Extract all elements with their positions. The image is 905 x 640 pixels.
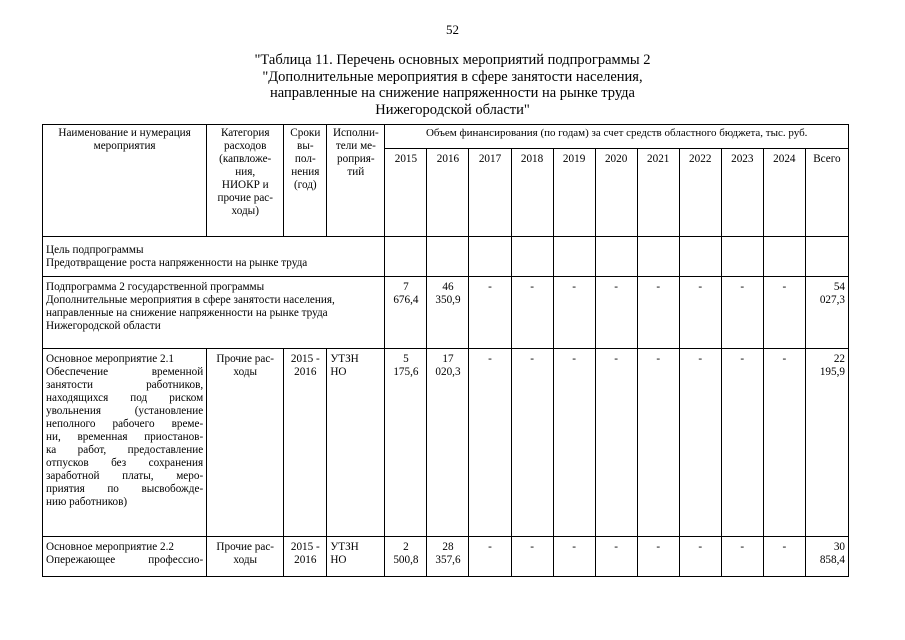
year-2017: 2017 — [469, 149, 511, 237]
value-part: 858,4 — [819, 554, 845, 566]
value-2015 — [385, 349, 427, 537]
value-part: 350,9 — [435, 294, 461, 306]
activity-term — [284, 537, 327, 577]
category-line: ходы — [233, 366, 258, 378]
value-part: 676,4 — [393, 294, 419, 306]
value-2024: - — [763, 537, 805, 577]
term-line: 2016 — [294, 554, 317, 566]
value-2016 — [427, 277, 469, 349]
value-part: 17 — [442, 353, 454, 365]
activity-line: Обеспечение временной — [46, 366, 204, 378]
header-line: (капвложе- — [219, 153, 272, 165]
empty-cell — [511, 237, 553, 277]
executor-line: НО — [330, 554, 347, 566]
subprogram-line: Нижегородской области — [46, 320, 161, 332]
subprogram-line: направленные на снижение напряженности на рынке труда — [46, 307, 328, 319]
year-2024: 2024 — [763, 149, 805, 237]
activity-category — [207, 349, 284, 537]
value-part: 28 — [442, 541, 454, 553]
value-2022: - — [679, 537, 721, 577]
year-2018: 2018 — [511, 149, 553, 237]
activity-line: отпусков без сохранения — [46, 457, 204, 469]
title-line: "Таблица 11. Перечень основных мероприятий подпрограммы 2 — [254, 52, 651, 68]
value-total — [805, 349, 848, 537]
empty-cell — [721, 237, 763, 277]
header-line: Сроки — [290, 127, 321, 139]
header-line: Категория — [220, 127, 270, 139]
year-2020: 2020 — [595, 149, 637, 237]
value-2021: - — [637, 277, 679, 349]
header-line: тий — [347, 166, 365, 178]
subprogram-line: Дополнительные мероприятия в сфере занятости населения, — [46, 294, 335, 306]
activity-executor — [327, 349, 385, 537]
activity-line: увольнения (установление — [46, 405, 204, 417]
empty-cell — [553, 237, 595, 277]
header-line: прочие рас- — [217, 192, 273, 204]
value-2023: - — [721, 349, 763, 537]
empty-cell — [385, 237, 427, 277]
activity-line: находящихся под риском — [46, 392, 204, 404]
value-2015 — [385, 537, 427, 577]
category-line: Прочие рас- — [216, 541, 275, 553]
header-category — [207, 125, 284, 237]
value-2020: - — [595, 537, 637, 577]
activity-executor — [327, 537, 385, 577]
value-part: 175,6 — [393, 366, 419, 378]
header-line: расходов — [224, 140, 267, 152]
activity-line: Основное мероприятие 2.2 — [46, 541, 174, 553]
activity-term — [284, 349, 327, 537]
subprogram-cell — [43, 277, 385, 349]
value-2016 — [427, 537, 469, 577]
value-2024: - — [763, 349, 805, 537]
header-line: Исполни- — [332, 127, 379, 139]
value-part: 46 — [442, 281, 454, 293]
empty-cell — [763, 237, 805, 277]
goal-cell — [43, 237, 385, 277]
value-total — [805, 277, 848, 349]
term-line: 2015 - — [290, 541, 320, 553]
year-2019: 2019 — [553, 149, 595, 237]
activity-name — [43, 349, 207, 537]
activity-name — [43, 537, 207, 577]
empty-cell — [469, 237, 511, 277]
value-2018: - — [511, 277, 553, 349]
executor-line: НО — [330, 366, 347, 378]
term-line: 2015 - — [290, 353, 320, 365]
activity-line: занятости работников, — [46, 379, 204, 391]
value-2018: - — [511, 537, 553, 577]
value-part: 2 — [403, 541, 409, 553]
empty-cell — [805, 237, 848, 277]
empty-cell — [595, 237, 637, 277]
value-part: 30 — [833, 541, 845, 553]
value-2015 — [385, 277, 427, 349]
header-line: нения — [291, 166, 320, 178]
title-line: направленные на снижение напряженности на рынке труда — [270, 85, 635, 101]
subprogram-row — [43, 277, 849, 349]
year-total: Всего — [805, 149, 848, 237]
value-2024: - — [763, 277, 805, 349]
activity-row — [43, 537, 849, 577]
empty-cell — [679, 237, 721, 277]
value-part: 5 — [403, 353, 409, 365]
table-title — [0, 52, 905, 118]
value-part: 357,6 — [435, 554, 461, 566]
value-2018: - — [511, 349, 553, 537]
category-line: ходы — [233, 554, 258, 566]
value-total — [805, 537, 848, 577]
goal-row — [43, 237, 849, 277]
value-part: 54 — [833, 281, 845, 293]
header-line: мероприятия — [93, 140, 156, 152]
value-part: 027,3 — [819, 294, 845, 306]
activity-line: приятия по высвобожде- — [46, 483, 204, 495]
activity-line: нию работников) — [46, 496, 128, 508]
page-number: 52 — [446, 22, 459, 37]
header-line: роприя- — [337, 153, 375, 165]
value-part: 22 — [833, 353, 845, 365]
year-2023: 2023 — [721, 149, 763, 237]
goal-line: Цель подпрограммы — [46, 243, 144, 256]
activity-line: неполного рабочего време- — [46, 418, 204, 430]
value-2020: - — [595, 349, 637, 537]
header-financing: Объем финансирования (по годам) за счет средств областного бюджета, тыс. руб. — [385, 125, 849, 149]
value-2017: - — [469, 349, 511, 537]
activity-line: Основное мероприятие 2.1 — [46, 353, 174, 365]
value-2016 — [427, 349, 469, 537]
value-2017: - — [469, 537, 511, 577]
value-2023: - — [721, 277, 763, 349]
header-line: ходы) — [231, 205, 259, 217]
value-2017: - — [469, 277, 511, 349]
category-line: Прочие рас- — [216, 353, 275, 365]
header-executors — [327, 125, 385, 237]
executor-line: УТЗН — [330, 353, 359, 365]
value-part: 500,8 — [393, 554, 419, 566]
value-2021: - — [637, 349, 679, 537]
activity-line: Опережающее профессио- — [46, 554, 204, 566]
title-line: "Дополнительные мероприятия в сфере занятости населения, — [262, 68, 643, 85]
executor-line: УТЗН — [330, 541, 359, 553]
header-line: ния, — [235, 166, 256, 178]
activities-table — [42, 124, 849, 577]
header-term — [284, 125, 327, 237]
header-line: вы- — [297, 140, 314, 152]
goal-line: Предотвращение роста напряженности на рынке труда — [46, 256, 308, 269]
empty-cell — [637, 237, 679, 277]
year-2022: 2022 — [679, 149, 721, 237]
value-2021: - — [637, 537, 679, 577]
activity-line: ни, временная приостанов- — [46, 431, 204, 443]
value-2022: - — [679, 277, 721, 349]
activity-category — [207, 537, 284, 577]
value-part: 7 — [403, 281, 409, 293]
year-2015: 2015 — [385, 149, 427, 237]
year-2021: 2021 — [637, 149, 679, 237]
header-line: (год) — [293, 179, 317, 191]
title-line: Нижегородской области" — [375, 101, 530, 118]
value-2019: - — [553, 537, 595, 577]
value-part: 195,9 — [819, 366, 845, 378]
value-2019: - — [553, 277, 595, 349]
header-name — [43, 125, 207, 237]
year-2016: 2016 — [427, 149, 469, 237]
value-2020: - — [595, 277, 637, 349]
subprogram-line: Подпрограмма 2 государственной программы — [46, 281, 265, 293]
term-line: 2016 — [294, 366, 317, 378]
header-line: НИОКР и — [221, 179, 269, 191]
activity-row — [43, 349, 849, 537]
value-2023: - — [721, 537, 763, 577]
header-line: пол- — [294, 153, 316, 165]
value-part: 020,3 — [435, 366, 461, 378]
empty-cell — [427, 237, 469, 277]
activity-line: ка работ, предоставление — [46, 444, 204, 456]
header-line: тели ме- — [335, 140, 376, 152]
header-line: Наименование и нумерация — [58, 127, 191, 139]
value-2019: - — [553, 349, 595, 537]
header-row — [43, 125, 849, 149]
activity-line: заработной платы, меро- — [46, 470, 204, 482]
value-2022: - — [679, 349, 721, 537]
